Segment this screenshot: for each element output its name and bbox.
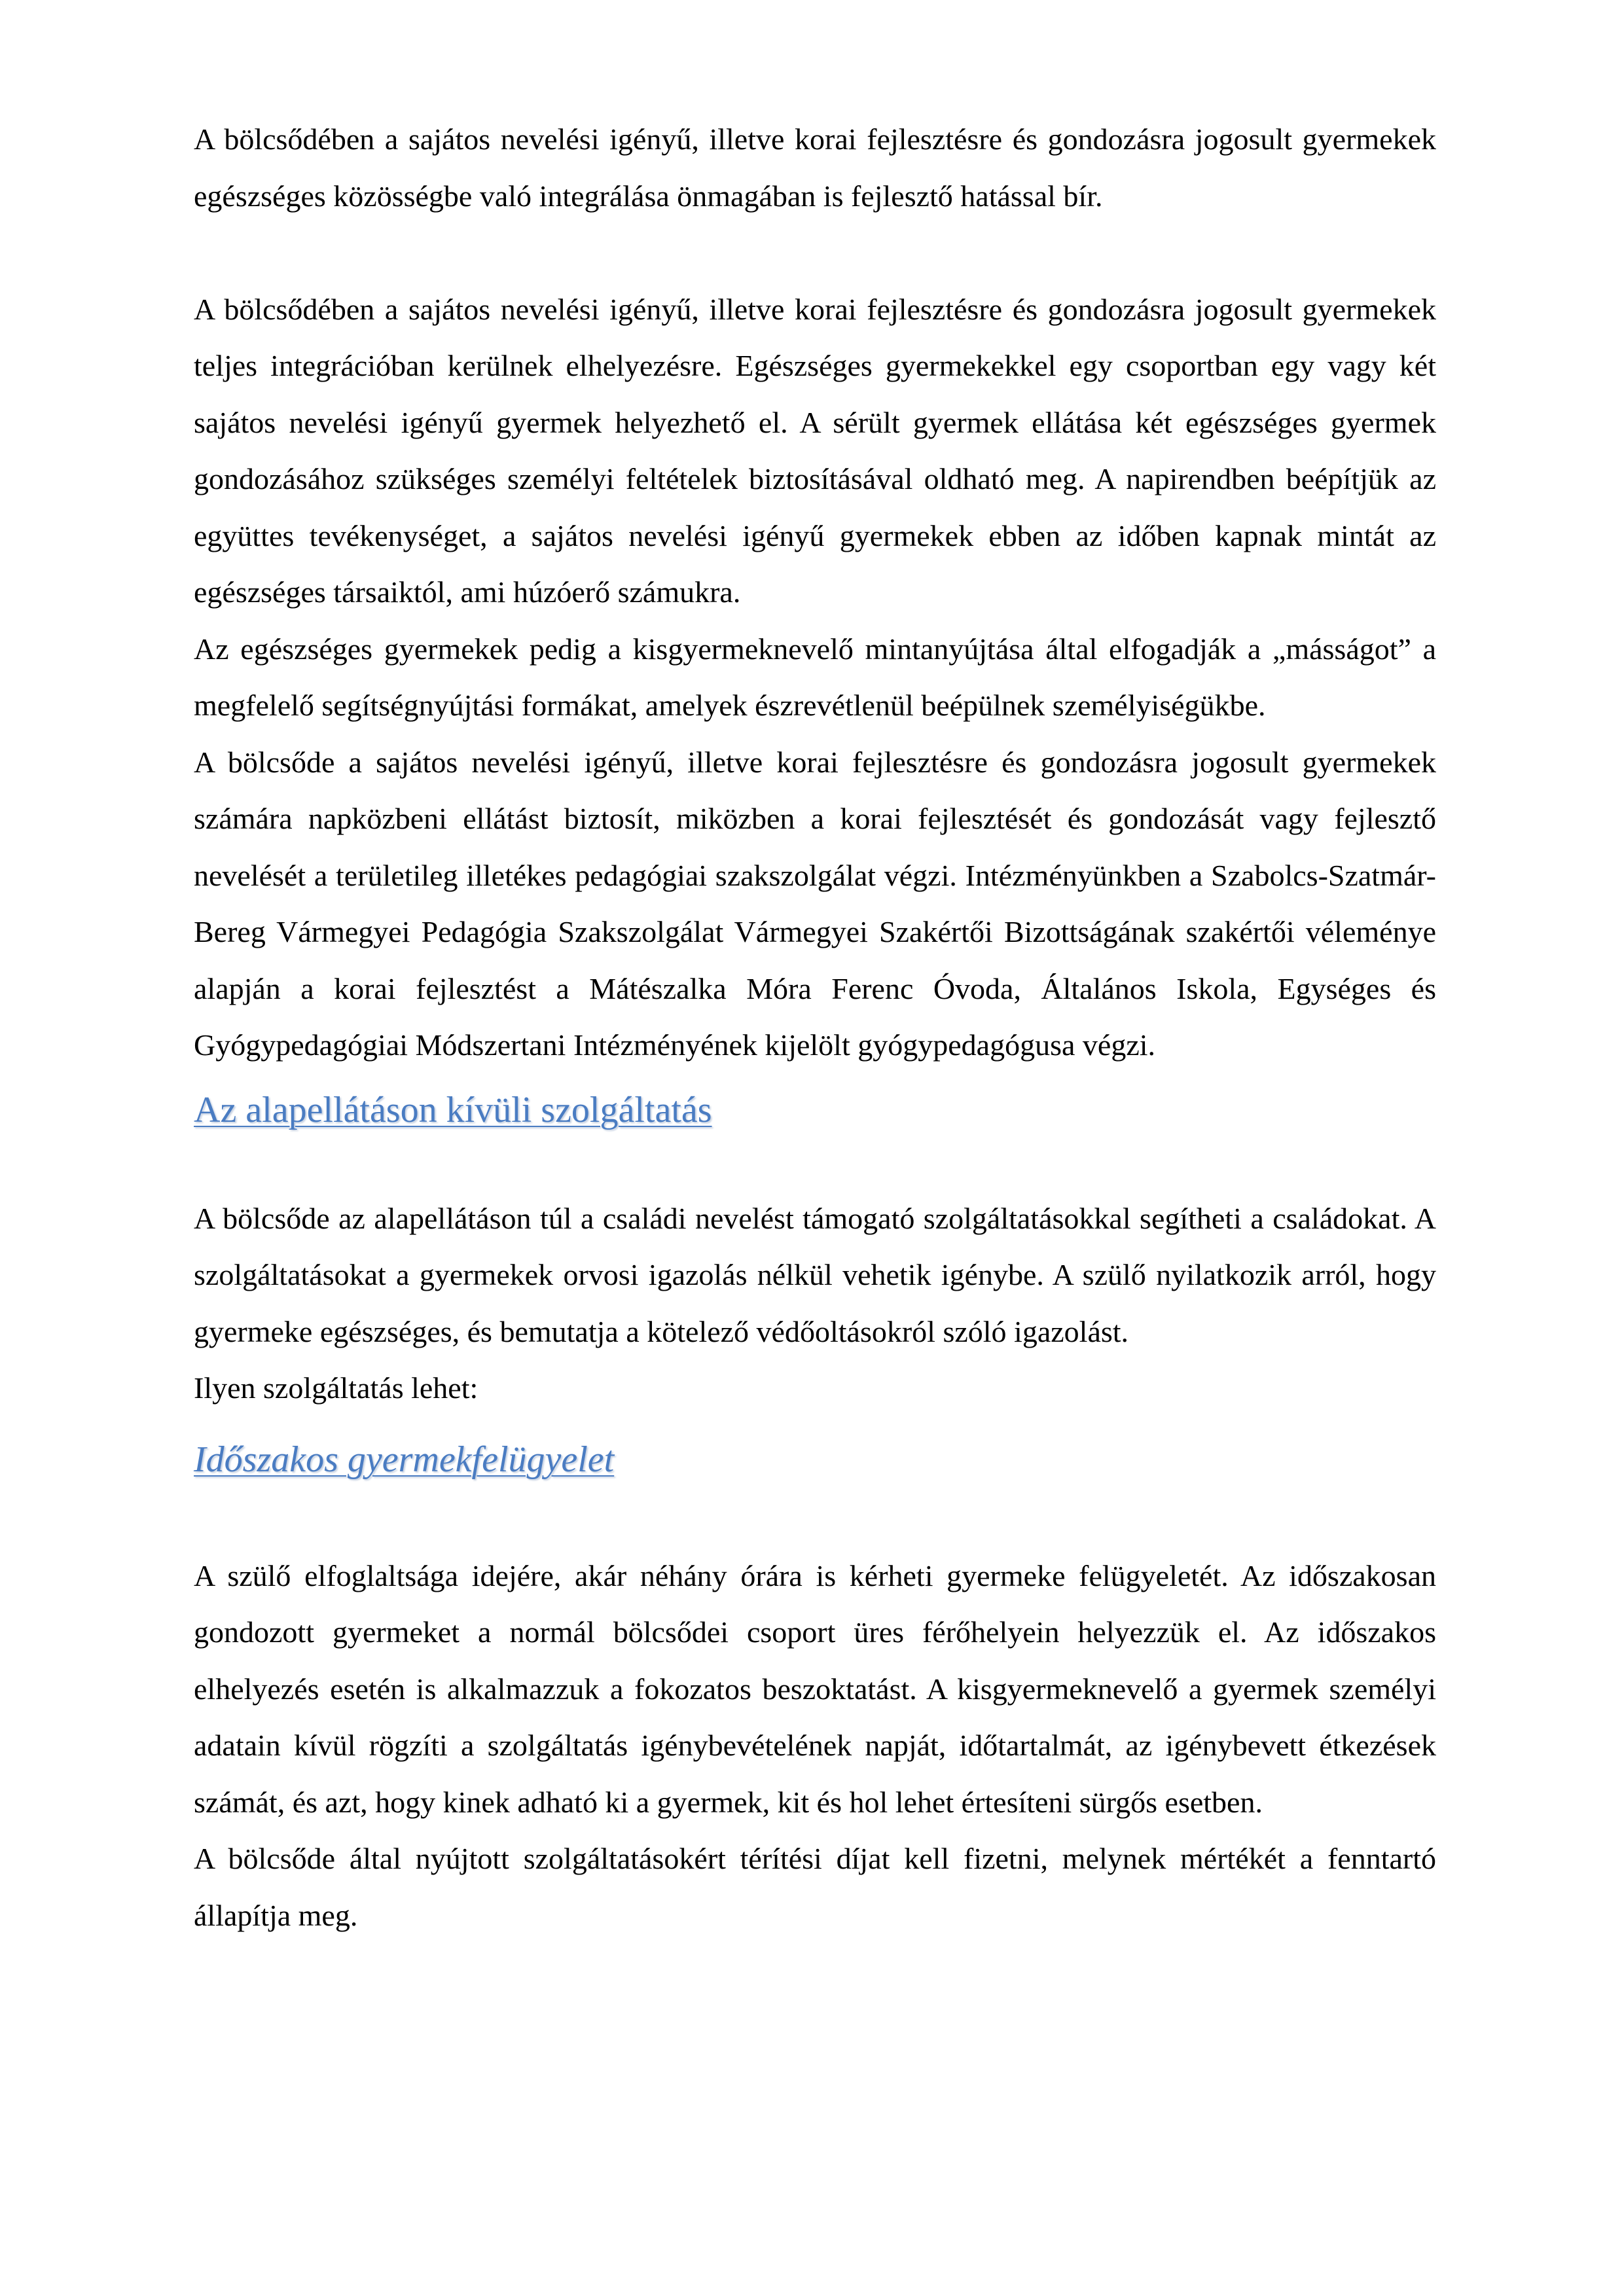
paragraph-temporary-supervision: A szülő elfoglaltsága idejére, akár néhány órára is kérheti gyermeke felügyeletét. Az időszakosan gondozott gyermeket a normál bölcsődei csoport üres férőhelyein helyezzük el. Az időszakos elhelyezés esetén is alkalmazzuk a fokozatos beszoktatást. A kisgyermeknevelő a gyermek személyi adatain kívül rögzíti a szolgáltatás igénybevételének napját, időtartalmát, az igénybevett étkezések számát, és azt, hogy kinek adható ki a gyermek, kit és hol lehet értesíteni sürgős esetben. <box>194 1558 1436 1819</box>
document-page <box>194 111 1436 1944</box>
section-heading-temporary-childcare: Időszakos gyermekfelügyelet <box>194 1439 615 1480</box>
paragraph-early-development: A bölcsőde a sajátos nevelési igényű, illetve korai fejlesztésre és gondozásra jogosult gyermekek számára napközbeni ellátást biztosít, miközben a korai fejlesztését és gondozását vagy fejlesztő nevelését a területileg illetékes pedagógiai szakszolgálat végzi. Intézményünkben a Szabolcs-Szatmár-Bereg Vármegyei Pedagógia Szakszolgálat Vármegyei Szakértői Bizottságának szakértői véleménye alapján a korai fejlesztést a Mátészalka Móra Ferenc Óvoda, Általános Iskola, Egységes és Gyógypedagógiai Módszertani Intézményének kijelölt gyógypedagógusa végzi. <box>194 745 1436 1062</box>
paragraph-acceptance: Az egészséges gyermekek pedig a kisgyermeknevelő mintanyújtása által elfogadják a „másságot” a megfelelő segítségnyújtási formákat, amelyek észrevétlenül beépülnek személyiségükbe. <box>194 632 1436 722</box>
paragraph-full-integration: A bölcsődében a sajátos nevelési igényű, illetve korai fejlesztésre és gondozásra jogosult gyermekek teljes integrációban kerülnek elhelyezésre. Egészséges gyermekekkel egy csoportban egy vagy két sajátos nevelési igényű gyermek helyezhető el. A sérült gyermek ellátása két egészséges gyermek gondozásához szükséges személyi feltételek biztosításával oldható meg. A napirendben beépítjük az együttes tevékenységet, a sajátos nevelési igényű gyermekek ebben az időben kapnak mintát az egészséges társaiktól, ami húzóerő számukra. <box>194 292 1436 609</box>
section-heading-extra-services: Az alapellátáson kívüli szolgáltatás <box>194 1089 712 1130</box>
paragraph-service-fee: A bölcsőde által nyújtott szolgáltatásokért térítési díjat kell fizetni, melynek mértékét a fenntartó állapítja meg. <box>194 1842 1436 1932</box>
paragraph-service-list-intro: Ilyen szolgáltatás lehet: <box>194 1371 478 1405</box>
paragraph-integration-intro: A bölcsődében a sajátos nevelési igényű, illetve korai fejlesztésre és gondozásra jogosult gyermekek egészséges közösségbe való integrálása önmagában is fejlesztő hatással bír. <box>194 122 1436 213</box>
paragraph-family-support-services: A bölcsőde az alapellátáson túl a családi nevelést támogató szolgáltatásokkal segítheti a családokat. A szolgáltatásokat a gyermekek orvosi igazolás nélkül vehetik igénybe. A szülő nyilatkozik arról, hogy gyermeke egészséges, és bemutatja a kötelező védőoltásokról szóló igazolást. <box>194 1201 1436 1348</box>
